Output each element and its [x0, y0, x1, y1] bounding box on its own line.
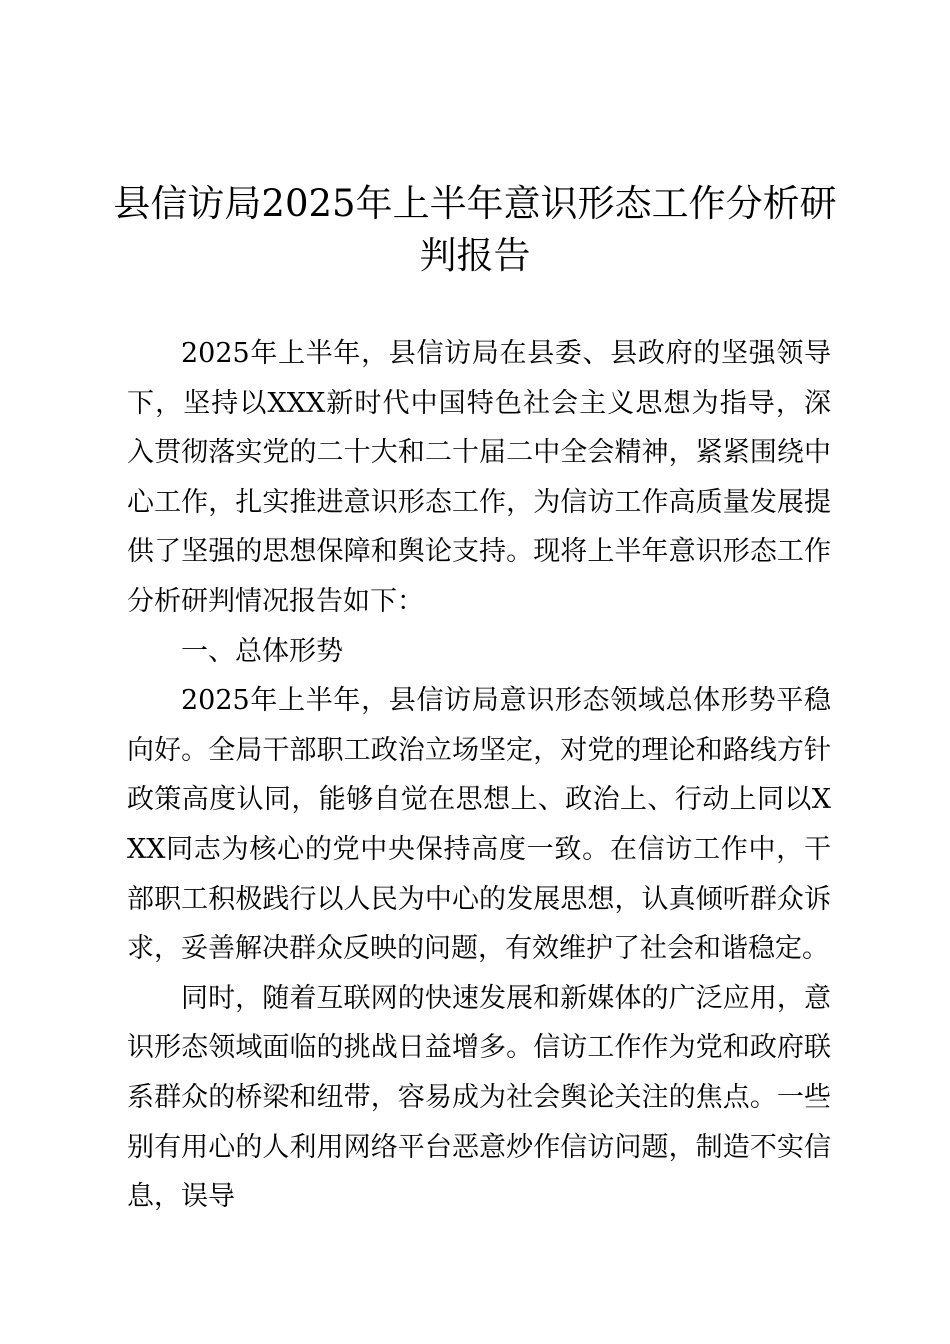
title-line-1: 县信访局2025年上半年意识形态工作分析研	[113, 182, 837, 225]
section1-paragraph-2: 同时，随着互联网的快速发展和新媒体的广泛应用，意识形态领域面临的挑战日益增多。信访工作作为党和政府联系群众的桥梁和纽带，容易成为社会舆论关注的焦点。一些别有用心的人利用网络平台恶意炒作信访问题，制造不实信息，误导	[127, 982, 831, 1213]
document-body	[127, 329, 831, 1222]
intro-paragraph: 2025年上半年，县信访局在县委、县政府的坚强领导下，坚持以XXX新时代中国特色社会主义思想为指导，深入贯彻落实党的二十大和二十届二中全会精神，紧紧围绕中心工作，扎实推进意识形态工作，为信访工作高质量发展提供了坚强的思想保障和舆论支持。现将上半年意识形态工作分析研判情况报告如下：	[127, 338, 831, 617]
document-title	[100, 178, 850, 282]
title-line-2: 判报告	[419, 234, 531, 277]
section1-paragraph-1: 2025年上半年，县信访局意识形态领域总体形势平稳向好。全局干部职工政治立场坚定，对党的理论和路线方针政策高度认同，能够自觉在思想上、政治上、行动上同以XXX同志为核心的党中央保持高度一致。在信访工作中，干部职工积极践行以人民为中心的发展思想，认真倾听群众诉求，妥善解决群众反映的问题，有效维护了社会和谐稳定。	[127, 685, 831, 965]
section-heading-overall-situation: 一、总体形势	[181, 635, 343, 667]
